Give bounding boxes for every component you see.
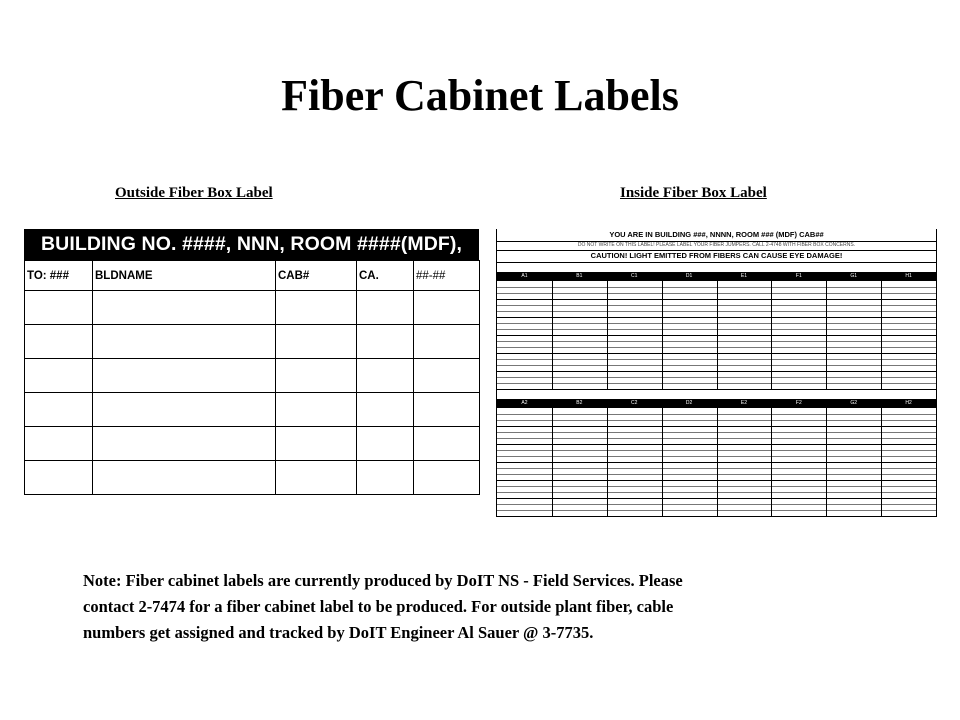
grid-column-header: G1: [850, 273, 858, 279]
grid-column-header: G2: [850, 400, 858, 406]
grid-column-divider: [881, 408, 882, 517]
table-row: [25, 427, 480, 461]
note-text: [83, 568, 893, 646]
grid-column-divider: [881, 281, 882, 390]
grid-1-header: [497, 272, 936, 281]
outside-label-caption: Outside Fiber Box Label: [115, 185, 273, 201]
grid-column-header: H1: [905, 273, 912, 279]
outside-label-header-row: [25, 261, 480, 291]
grid-column-divider: [771, 408, 772, 517]
note-line-2: contact 2-7474 for a fiber cabinet label to be produced. For outside plant fiber, cable: [83, 597, 674, 616]
grid-column-divider: [552, 408, 553, 517]
grid-column-divider: [607, 281, 608, 390]
inside-label-caption: Inside Fiber Box Label: [620, 185, 767, 201]
inside-label-grid-2: [497, 399, 936, 517]
table-row: [25, 291, 480, 325]
grid-column-header: D1: [685, 273, 693, 279]
grid-column-header: A2: [521, 400, 528, 406]
grid-column-header: E2: [740, 400, 747, 406]
grid-column-header: C1: [630, 273, 638, 279]
grid-column-header: A1: [521, 273, 528, 279]
outside-label-table: [24, 260, 480, 495]
table-row: [25, 359, 480, 393]
grid-column-divider: [826, 408, 827, 517]
grid-column-divider: [662, 408, 663, 517]
grid-column-header: B2: [576, 400, 583, 406]
grid-2-body: [497, 408, 936, 517]
note-line-3: numbers get assigned and tracked by DoIT Engineer Al Sauer @ 3-7735.: [83, 623, 594, 642]
col-bldname: BLDNAME: [93, 261, 276, 291]
grid-column-header: C2: [630, 400, 638, 406]
grid-column-divider: [717, 281, 718, 390]
table-row: [25, 461, 480, 495]
grid-column-divider: [826, 281, 827, 390]
grid-column-header: D2: [685, 400, 693, 406]
inside-label-location: YOU ARE IN BUILDING ###, NNNN, ROOM ### (MDF) CAB##: [497, 229, 936, 242]
col-to: TO: ###: [25, 261, 93, 291]
col-range: ##-##: [414, 261, 480, 291]
col-ca: CA.: [357, 261, 414, 291]
grid-1-body: [497, 281, 936, 390]
col-cab: CAB#: [276, 261, 357, 291]
inside-label-caution: CAUTION! LIGHT EMITTED FROM FIBERS CAN CAUSE EYE DAMAGE!: [497, 250, 936, 263]
grid-column-header: F2: [795, 400, 802, 406]
grid-column-header: E1: [740, 273, 747, 279]
table-row: [25, 393, 480, 427]
inside-label-grid-1: [497, 272, 936, 390]
grid-column-divider: [771, 281, 772, 390]
grid-column-header: H2: [905, 400, 912, 406]
grid-column-divider: [662, 281, 663, 390]
inside-fiber-box-label: [496, 229, 937, 517]
outside-label-header: BUILDING NO. ####, NNN, ROOM ####(MDF), CAB##: [24, 229, 479, 260]
note-line-1: Note: Fiber cabinet labels are currently produced by DoIT NS - Field Services. Please: [83, 571, 683, 590]
grid-column-header: F1: [795, 273, 802, 279]
inside-label-instructions: DO NOT WRITE ON THIS LABEL! PLEASE LABEL YOUR FIBER JUMPERS. CALL 2-4748 WITH FIBER BOX CONCERNS.: [497, 241, 936, 251]
grid-column-header: B1: [576, 273, 583, 279]
grid-column-divider: [607, 408, 608, 517]
table-row: [25, 325, 480, 359]
page-title: Fiber Cabinet Labels: [281, 71, 679, 120]
grid-2-header: [497, 399, 936, 408]
grid-column-divider: [717, 408, 718, 517]
grid-column-divider: [552, 281, 553, 390]
outside-fiber-box-label: [24, 229, 479, 495]
